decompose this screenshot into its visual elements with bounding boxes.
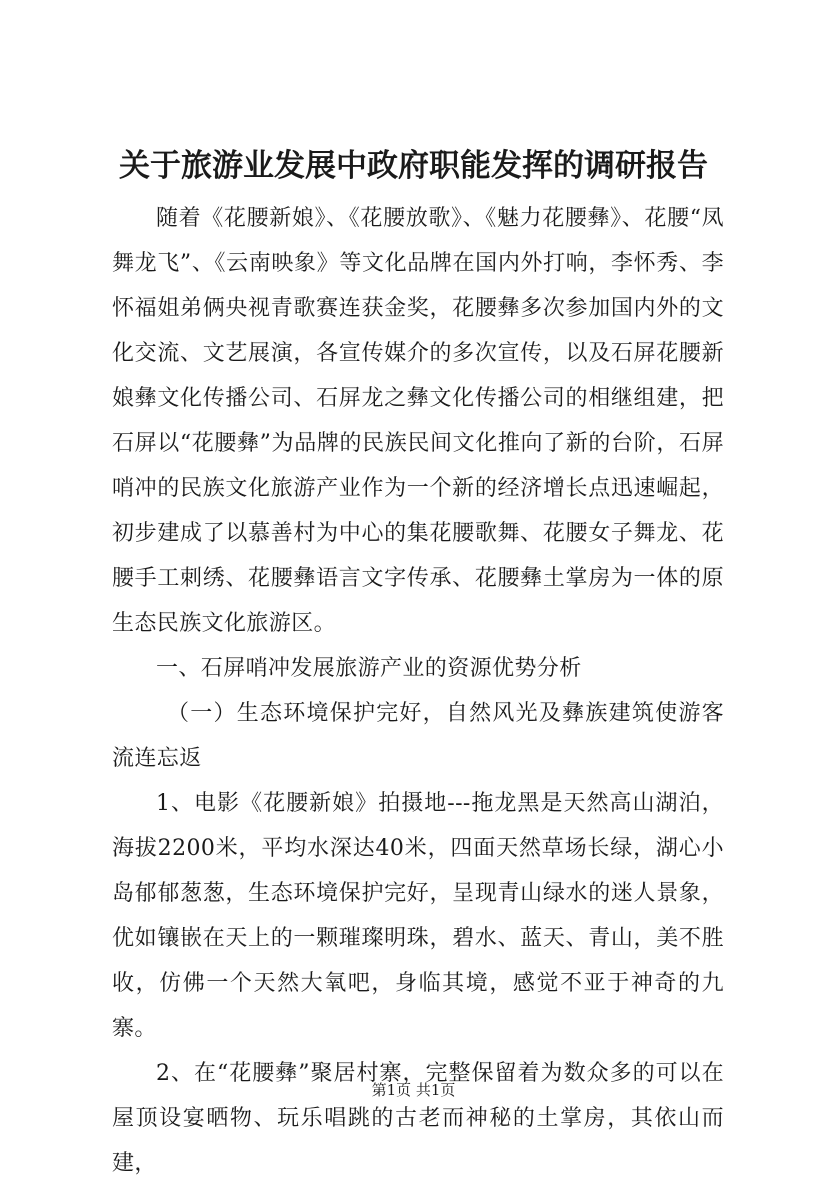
- subsection-heading-1: （一）生态环境保护完好，自然风光及彝族建筑使游客流连忘返: [112, 701, 724, 771]
- document-body: [112, 196, 724, 1186]
- paragraph-intro: 随着《花腰新娘》、《花腰放歌》、《魅力花腰彝》、花腰“凤舞龙飞”、《云南映象》等文化品牌在国内外打响，李怀秀、李怀福姐弟俩央视青歌赛连获金奖，花腰彝多次参加国内外的文化交流、文艺展演，各宣传媒介的多次宣传，以及石屏花腰新娘彝文化传播公司、石屏龙之彝文化传播公司的相继组建，把石屏以“花腰彝”为品牌的民族民间文化推向了新的台阶，石屏哨冲的民族文化旅游产业作为一个新的经济增长点迅速崛起，初步建成了以慕善村为中心的集花腰歌舞、花腰女子舞龙、花腰手工刺绣、花腰彝语言文字传承、花腰彝土掌房为一体的原生态民族文化旅游区。: [112, 206, 724, 636]
- document-title: 关于旅游业发展中政府职能发挥的调研报告: [119, 148, 708, 184]
- paragraph-item-1: 1、电影《花腰新娘》拍摄地---拖龙黑是天然高山湖泊，海拔2200米，平均水深达40米，四面天然草场长绿，湖心小岛郁郁葱葱，生态环境保护完好，呈现青山绿水的迷人景象，优如镶嵌在天上的一颗璀璨明珠，碧水、蓝天、青山，美不胜收，仿佛一个天然大氧吧，身临其境，感觉不亚于神奇的九寨。: [112, 791, 724, 1041]
- section-heading-1: 一、石屏哨冲发展旅游产业的资源优势分析: [156, 656, 582, 681]
- paragraph-item-2: 2、在“花腰彝”聚居村寨，完整保留着为数众多的可以在屋顶设宴晒物、玩乐唱跳的古老而神秘的土掌房，其依山而建，: [112, 1061, 724, 1176]
- page-footer: 第1页 共1页: [371, 1081, 456, 1099]
